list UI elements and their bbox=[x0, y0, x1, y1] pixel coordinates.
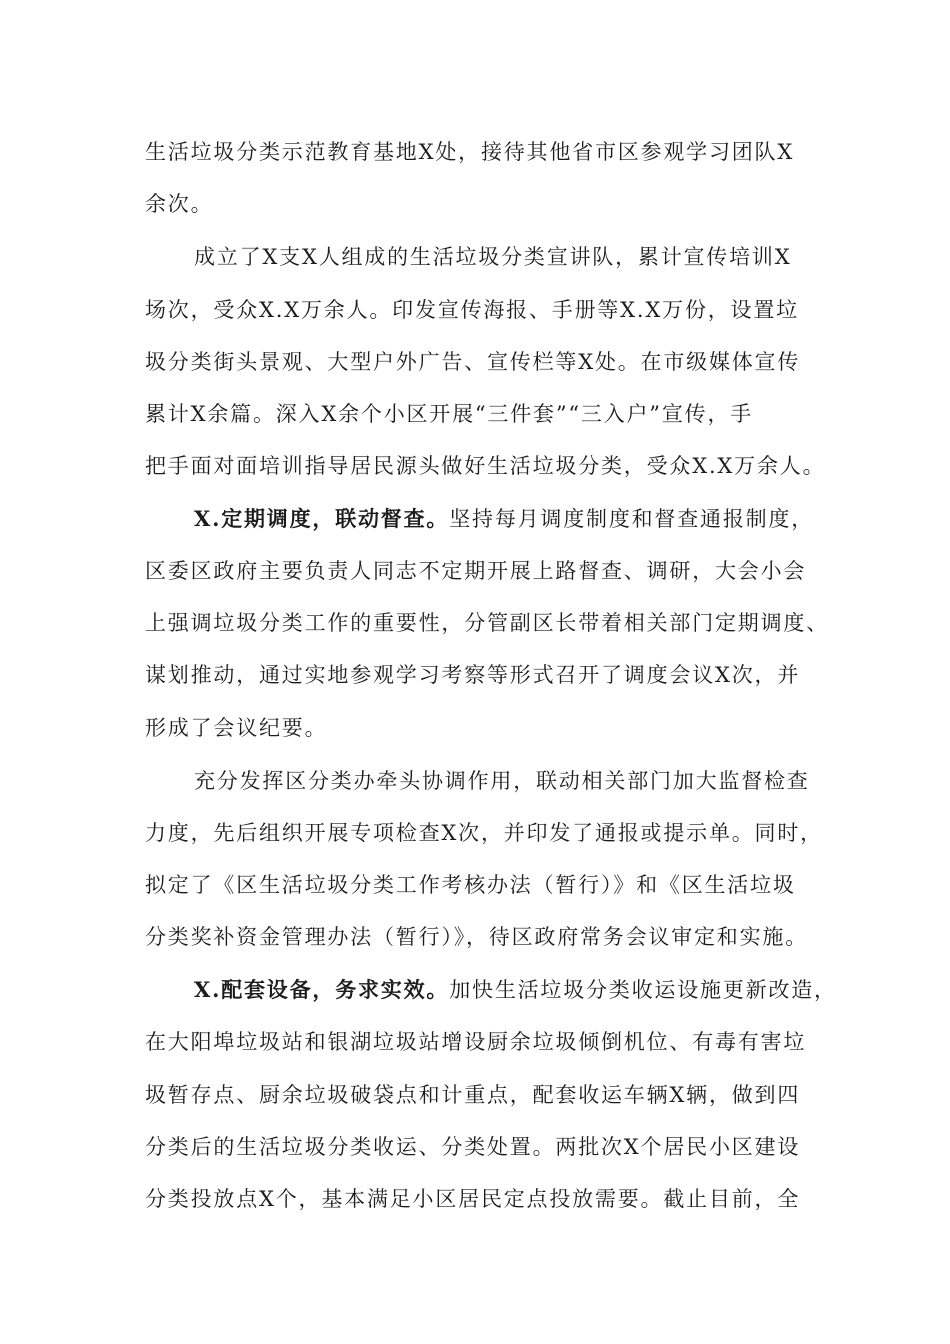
text-line: 拟定了《区生活垃圾分类工作考核办法（暂行）》和《区生活垃圾 bbox=[145, 873, 796, 897]
text-line bbox=[194, 976, 884, 1004]
text-line: 力度，先后组织开展专项检查X次，并印发了通报或提示单。同时， bbox=[145, 821, 823, 845]
text-line: 把手面对面培训指导居民源头做好生活垃圾分类，受众X.X万余人。 bbox=[145, 454, 826, 478]
text-fragment: 坚持每月调度制度和督查通报制度， bbox=[449, 507, 815, 531]
text-line: 成立了X支X人组成的生活垃圾分类宣讲队，累计宣传培训X bbox=[194, 245, 792, 269]
text-line: 圾分类街头景观、大型户外广告、宣传栏等X处。在市级媒体宣传 bbox=[145, 350, 801, 374]
text-line: 充分发挥区分类办牵头协调作用，联动相关部门加大监督检查 bbox=[194, 769, 810, 793]
text-line: 区委区政府主要负责人同志不定期开展上路督查、调研，大会小会 bbox=[145, 559, 807, 583]
text-line: 生活垃圾分类示范教育基地X处，接待其他省市区参观学习团队X bbox=[145, 140, 795, 164]
text-line: 分类后的生活垃圾分类收运、分类处置。两批次X个居民小区建设 bbox=[145, 1135, 801, 1159]
text-line: 分类投放点X个，基本满足小区居民定点投放需要。截止目前，全 bbox=[145, 1187, 801, 1211]
text-fragment: 加快生活垃圾分类收运设施更新改造， bbox=[449, 978, 837, 1002]
text-line: 余次。 bbox=[145, 192, 214, 216]
text-line: 谋划推动，通过实地参观学习考察等形式召开了调度会议X次，并 bbox=[145, 663, 801, 687]
text-line: 形成了会议纪要。 bbox=[145, 716, 328, 740]
text-line: 累计X余篇。深入X余个小区开展“三件套”“三入户”宣传，手 bbox=[145, 402, 754, 426]
text-line: 上强调垃圾分类工作的重要性，分管副区长带着相关部门定期调度、 bbox=[145, 611, 829, 635]
text-line: 圾暂存点、厨余垃圾破袋点和计重点，配套收运车辆X辆，做到四 bbox=[145, 1083, 801, 1107]
text-line: 在大阳埠垃圾站和银湖垃圾站增设厨余垃圾倾倒机位、有毒有害垃 bbox=[145, 1030, 807, 1054]
section-heading: X.配套设备，务求实效。 bbox=[194, 977, 450, 1002]
text-line: 场次，受众X.X万余人。印发宣传海报、手册等X.X万份，设置垃 bbox=[145, 298, 799, 322]
text-line bbox=[194, 505, 884, 533]
text-line: 分类奖补资金管理办法（暂行）》，待区政府常务会议审定和实施。 bbox=[145, 925, 808, 949]
section-heading: X.定期调度，联动督查。 bbox=[194, 506, 450, 531]
